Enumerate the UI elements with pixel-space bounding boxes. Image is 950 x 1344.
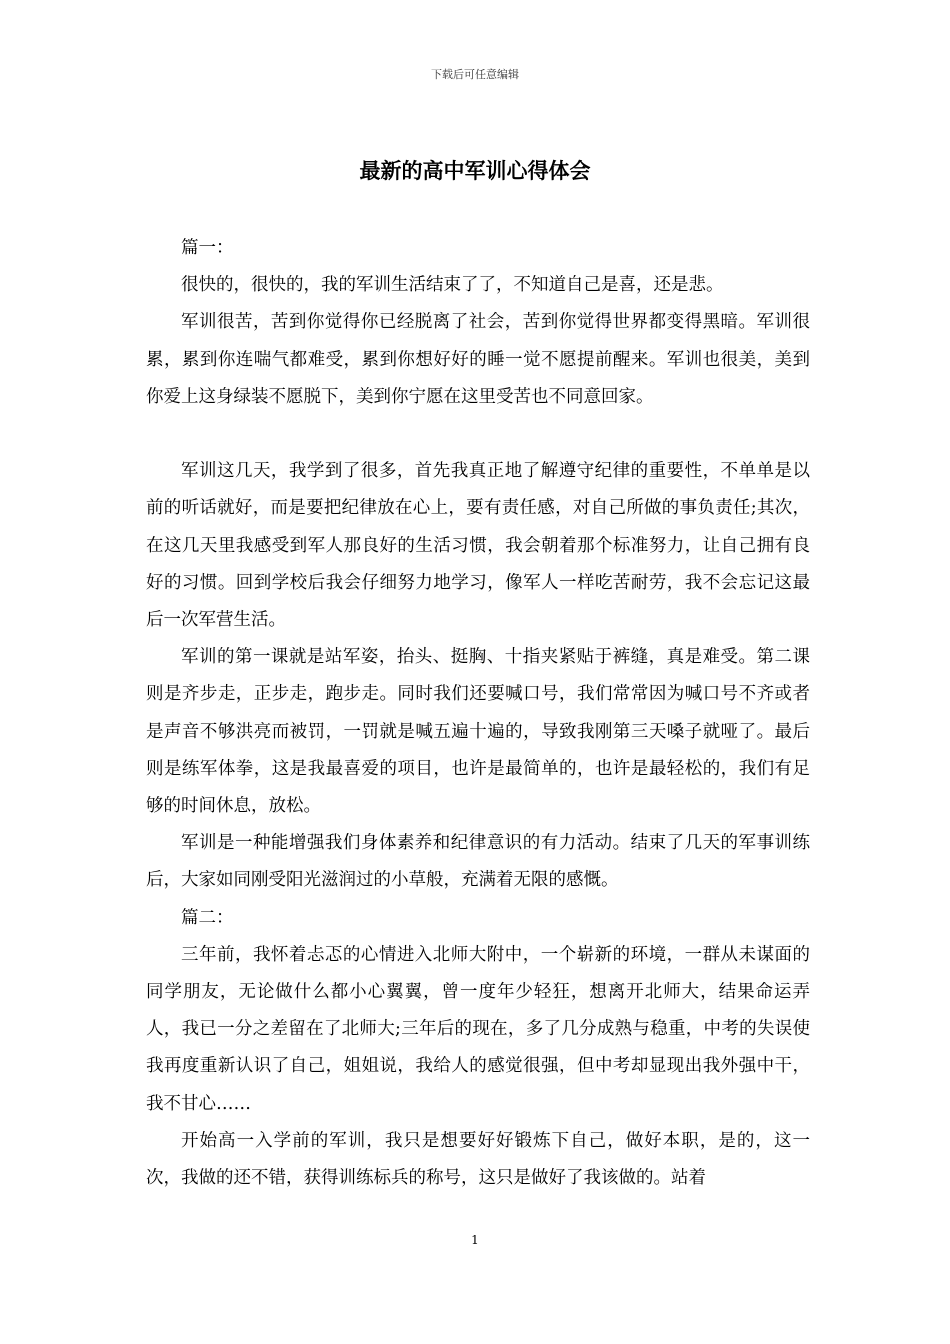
document-body	[146, 230, 810, 1197]
page-number: 1	[471, 1233, 479, 1247]
section-heading: 篇一：	[181, 238, 234, 258]
body-paragraph: 军训这几天，我学到了很多，首先我真正地了解遵守纪律的重要性，不单单是以前的听话就好，而是要把纪律放在心上，要有责任感，对自己所做的事负责任;其次，在这几天里我感受到军人那良好的生活习惯，我会朝着那个标准努力，让自己拥有良好的习惯。回到学校后我会仔细努力地学习，像军人一样吃苦耐劳，我不会忘记这最后一次军营生活。	[146, 461, 810, 631]
body-paragraph: 很快的，很快的，我的军训生活结束了了，不知道自己是喜，还是悲。	[181, 275, 724, 296]
blank-line	[146, 416, 810, 453]
body-paragraph: 军训的第一课就是站军姿，抬头、挺胸、十指夹紧贴于裤缝，真是难受。第二课则是齐步走，正步走，跑步走。同时我们还要喊口号，我们常常因为喊口号不齐或者是声音不够洪亮而被罚，一罚就是喊五遍十遍的，导致我刚第三天嗓子就哑了。最后则是练军体拳，这是我最喜爱的项目，也许是最简单的，也许是最轻松的，我们有足够的时间休息，放松。	[146, 647, 810, 817]
document-title: 最新的高中军训心得体会	[359, 158, 591, 183]
section-heading: 篇二：	[181, 907, 234, 928]
body-paragraph: 军训是一种能增强我们身体素养和纪律意识的有力活动。结束了几天的军事训练后，大家如同刚受阳光滋润过的小草般，充满着无限的感慨。	[146, 833, 810, 891]
page-header: 下载后可任意编辑	[431, 68, 519, 81]
body-paragraph: 三年前，我怀着忐忑的心情进入北师大附中，一个崭新的环境，一群从未谋面的同学朋友，无论做什么都小心翼翼，曾一度年少轻狂，想离开北师大，结果命运弄人，我已一分之差留在了北师大;三年后的现在，多了几分成熟与稳重，中考的失误使我再度重新认识了自己，姐姐说，我给人的感觉很强，但中考却显现出我外强中干，我不甘心……	[146, 944, 810, 1114]
body-paragraph: 开始高一入学前的军训，我只是想要好好锻炼下自己，做好本职，是的，这一次，我做的还不错，获得训练标兵的称号，这只是做好了我该做的。站着	[146, 1130, 810, 1189]
body-paragraph: 军训很苦，苦到你觉得你已经脱离了社会，苦到你觉得世界都变得黑暗。军训很累，累到你连喘气都难受，累到你想好好的睡一觉不愿提前醒来。军训也很美，美到你爱上这身绿装不愿脱下，美到你宁愿在这里受苦也不同意回家。	[146, 312, 810, 407]
